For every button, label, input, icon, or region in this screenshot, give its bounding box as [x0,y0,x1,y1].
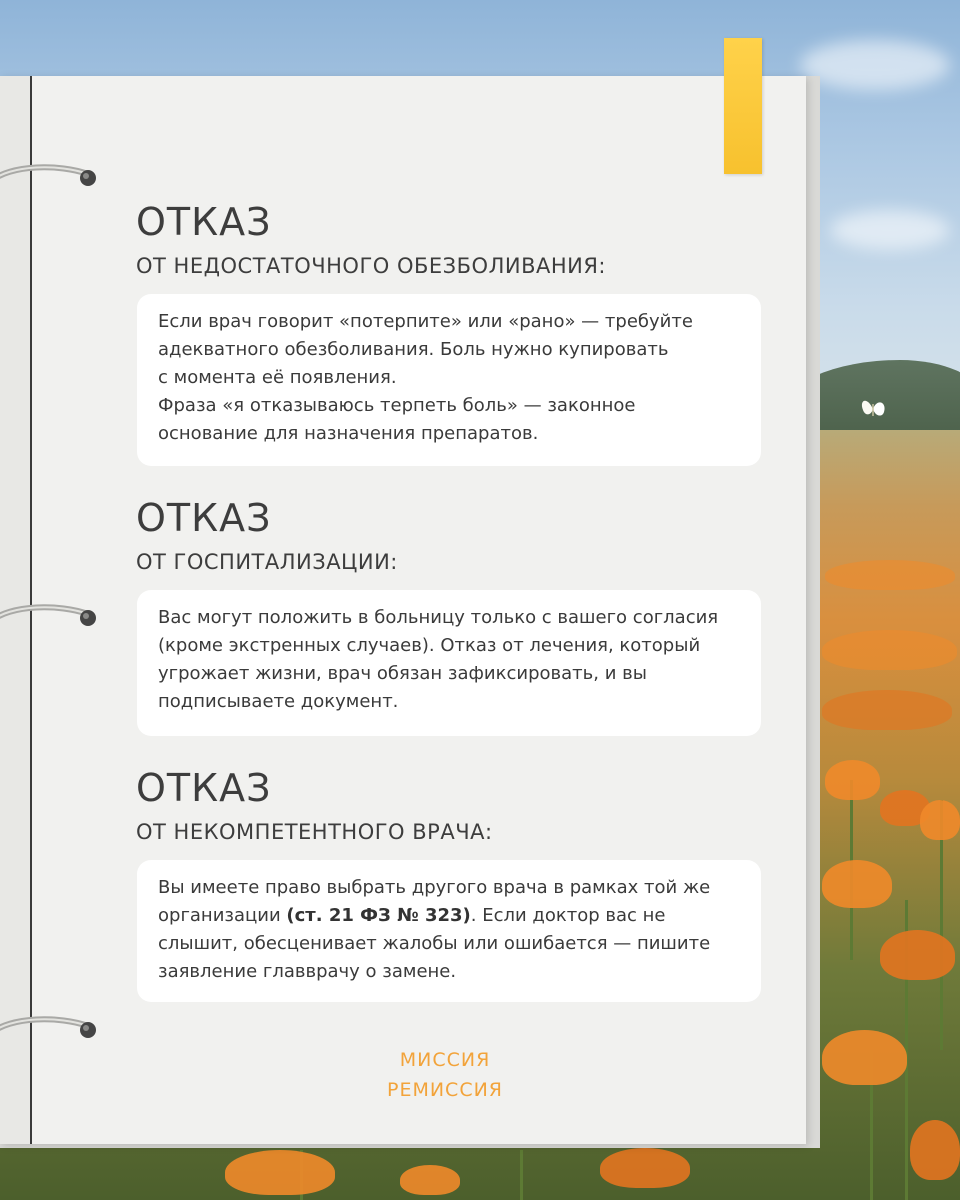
flower [822,630,957,670]
card-line [158,902,741,930]
brand-logo [370,1045,520,1105]
card-line: адекватного обезболивания. Боль нужно купировать [158,339,669,360]
brand-line: МИССИЯ [399,1049,491,1071]
brand-line: РЕМИССИЯ [386,1079,504,1101]
card-line: заявление главврачу о замене. [158,961,457,982]
card-line: Фраза «я отказываюсь терпеть боль» — законное [158,395,636,416]
card-line: подписываете документ. [158,691,399,712]
section-title: ОТКАЗ [136,496,272,540]
card-text: . Если доктор вас не [470,905,666,926]
section-subtitle: ОТ ГОСПИТАЛИЗАЦИИ: [136,550,398,574]
info-card [137,294,761,466]
info-card [137,860,761,1002]
cloud [830,210,950,250]
card-line: основание для назначения препаратов. [158,423,539,444]
flower [910,1120,960,1180]
law-reference: (ст. 21 ФЗ № 323) [286,905,471,926]
card-line: слышит, обесценивает жалобы или ошибается — пишите [158,933,711,954]
section-subtitle: ОТ НЕДОСТАТОЧНОГО ОБЕЗБОЛИВАНИЯ: [136,254,607,278]
card-text: организации [158,905,281,926]
section-title: ОТКАЗ [136,766,272,810]
section-title: ОТКАЗ [136,200,272,244]
flower [825,560,955,590]
cloud [800,40,950,90]
flower [822,690,952,730]
flower [880,930,955,980]
flower [225,1150,335,1195]
flower [400,1165,460,1195]
flower [600,1148,690,1188]
butterfly-icon [857,394,889,424]
card-line: угрожает жизни, врач обязан зафиксировать, и вы [158,663,647,684]
card-line: Вы имеете право выбрать другого врача в рамках той же [158,877,711,898]
flower [822,860,892,908]
card-line: с момента её появления. [158,367,397,388]
card-line: (кроме экстренных случаев). Отказ от лечения, который [158,635,701,656]
flower [825,760,880,800]
card-line: Если врач говорит «потерпите» или «рано» — требуйте [158,311,693,332]
card-line: Вас могут положить в больницу только с вашего согласия [158,607,719,628]
info-card [137,590,761,736]
sticky-tape [724,38,762,174]
flower [822,1030,907,1085]
binder-ring-icon [0,598,108,638]
binder-ring-icon [0,1010,108,1050]
section-subtitle: ОТ НЕКОМПЕТЕНТНОГО ВРАЧА: [136,820,493,844]
binder-ring-icon [0,158,108,198]
flower [920,800,960,840]
